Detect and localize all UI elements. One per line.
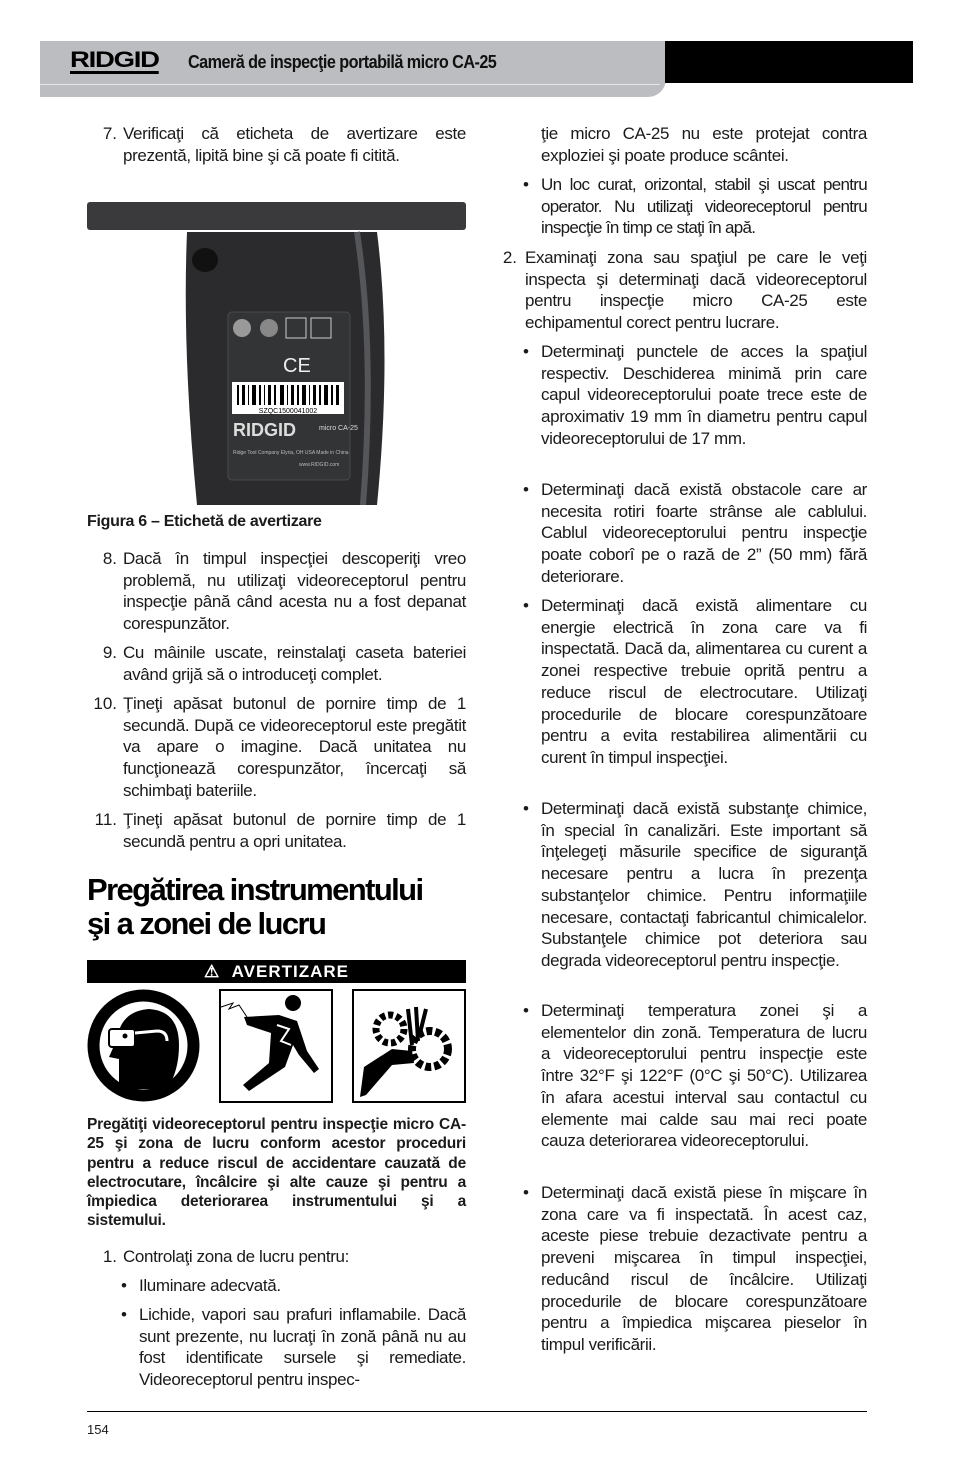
bullet-icon: • — [523, 480, 529, 499]
warning-banner — [87, 960, 466, 983]
bullet-icon: • — [523, 342, 529, 361]
warning-triangle-icon: ⚠ — [203, 962, 221, 981]
bullet-icon: • — [523, 1183, 529, 1202]
continuation-text: ţie micro CA-25 nu este protejat contra exploziei şi poate produce scântei. — [541, 124, 867, 165]
svg-text:CE: CE — [283, 355, 311, 377]
bullet-icon: • — [121, 1276, 127, 1295]
bullet-item: Determinaţi dacă există piese în mişcare în zona care va fi inspectată. În acest caz, aceste piese trebuie dezactivate pentru a preveni mişcarea în timpul inspecţiei, reducând riscul de încâlcire. Utilizaţi procedurile de blocare corespunzătoare pentru a împiedica mişcarea pieselor în timpul verificării. — [541, 1183, 867, 1354]
warning-text: Pregătiţi videoreceptorul pentru inspecţie micro CA-25 şi zona de lucru conform acestor proceduri pentru a reduce riscul de accidentare cauzată de electrocutare, încâlcire şi alte cauze şi pentru a împiedica deteriorarea instrumentului şi a sistemului. — [87, 1116, 466, 1230]
label-model: micro CA-25 — [319, 425, 358, 432]
item-number: 8. — [102, 549, 117, 568]
ridgid-logo: RIDGID — [70, 47, 159, 72]
item-number: 2. — [502, 248, 517, 267]
bullet-item: Determinaţi dacă există alimentare cu energie electrică în zona care va fi inspectată. Dacă da, alimentarea cu curent a zonei respective trebuie oprită pentru a reduce riscul de electrocutare. Utilizaţi procedurile de blocare corespunzătoare pentru a evita restabilirea alimentării cu curent în timpul inspecţiei. — [541, 596, 867, 767]
bullet-icon: • — [523, 175, 529, 194]
bullet-item: Determinaţi dacă există substanţe chimice, în special în canalizări. Este important să înţelegeţi măsurile specifice de siguranţă necesare pentru a lucra în prezenţa substanţelor chimice. Pentru informaţiile necesare, contactaţi fabricantul chimicalelor. Substanţele chimice pot deteriora sau degrada videoreceptorul pentru inspecţie. — [541, 799, 867, 970]
list-item: Ţineţi apăsat butonul de pornire timp de 1 secundă. După ce videoreceptorul este pregătit va apare o imagine. Dacă unitatea nu funcţionează corespunzător, încercaţi să schimbaţi bateriile. — [123, 694, 466, 800]
bullet-item: Iluminare adecvată. — [139, 1276, 281, 1295]
bullet-item: Un loc curat, orizontal, stabil şi uscat pentru operator. Nu utilizaţi videoreceptorul pentru inspecţie în timp ce staţi în apă. — [541, 175, 867, 238]
list-item: Ţineţi apăsat butonul de pornire timp de 1 secundă pentru a opri unitatea. — [123, 810, 466, 851]
heading-line: şi a zonei de lucru — [87, 906, 326, 941]
bullet-icon: • — [523, 799, 529, 818]
item-number: 10. — [93, 694, 117, 713]
header-black-tab — [665, 41, 913, 83]
list-item: Cu mâinile uscate, reinstalaţi caseta bateriei având grijă să o introduceţi complet. — [123, 643, 466, 684]
list-item: Controlaţi zona de lucru pentru: — [123, 1247, 349, 1266]
bullet-item: Determinaţi punctele de acces la spaţiul respectiv. Deschiderea minimă prin care capul videoreceptorului poate trece este de aproximativ 19 mm în diametru pentru capul videoreceptorului de 17 mm. — [541, 342, 867, 448]
section-heading — [87, 873, 423, 941]
bullet-item: Lichide, vapori sau prafuri inflamabile. Dacă sunt prezente, nu lucraţi în zonă până nu au fost identificate sursele şi remediate. Videoreceptorul pentru inspec- — [139, 1305, 466, 1390]
warning-label: AVERTIZARE — [231, 962, 350, 981]
label-serial: SZQC1500041002 — [258, 408, 318, 415]
list-item: Verificaţi că eticheta de avertizare este prezentă, lipită bine şi că poate fi citită. — [123, 124, 466, 165]
bullet-icon: • — [523, 1001, 529, 1020]
label-web: www.RIDGID.com — [299, 462, 340, 468]
item-number: 7. — [102, 124, 117, 143]
warning-label-photo — [87, 202, 466, 505]
label-company: Ridge Tool Company Elyria, OH USA Made in China — [233, 450, 349, 456]
header-title: Cameră de inspecţie portabilă micro CA-25 — [188, 52, 497, 72]
item-number: 1. — [102, 1247, 117, 1266]
list-item: Examinaţi zona sau spaţiul pe care le veţi inspecta şi determinaţi dacă videoreceptorul pentru inspecţie micro CA-25 este echipamentul corect pentru lucrare. — [525, 248, 867, 333]
figure-caption: Figura 6 – Etichetă de avertizare — [87, 513, 322, 530]
bullet-icon: • — [121, 1305, 127, 1324]
bullet-item: Determinaţi dacă există obstacole care ar necesita rotiri foarte strânse ale cablului. Cablul videoreceptorului pentru inspecţie poate coborî pe o rază de 2” (50 mm) fără deteriorare. — [541, 480, 867, 586]
header-divider — [40, 84, 660, 85]
electric-shock-icon — [219, 989, 333, 1103]
heading-line: Pregătirea instrumentului — [87, 872, 423, 907]
page-number: 154 — [87, 1422, 109, 1437]
list-item: Dacă în timpul inspecţiei descoperiţi vreo problemă, nu utilizaţi videoreceptorul pentru inspecţie până când acesta nu a fost depanat corespunzător. — [123, 549, 466, 634]
footer-divider — [87, 1411, 867, 1412]
entanglement-gears-icon — [352, 989, 466, 1103]
item-number: 9. — [102, 643, 117, 662]
item-number: 11. — [94, 810, 117, 829]
bullet-icon: • — [523, 596, 529, 615]
bullet-item: Determinaţi temperatura zonei şi a elementelor din zonă. Temperatura de lucru a videoreceptorului pentru inspecţie este între 32°F şi 122°F (0°C şi 50°C). Utilizarea în afara acestui interval sau contactul cu elemente mai calde sau mai reci poate cauza deteriorarea videoreceptorului. — [541, 1001, 867, 1151]
safety-glasses-icon — [87, 989, 200, 1102]
label-brand: RIDGID — [233, 420, 296, 440]
